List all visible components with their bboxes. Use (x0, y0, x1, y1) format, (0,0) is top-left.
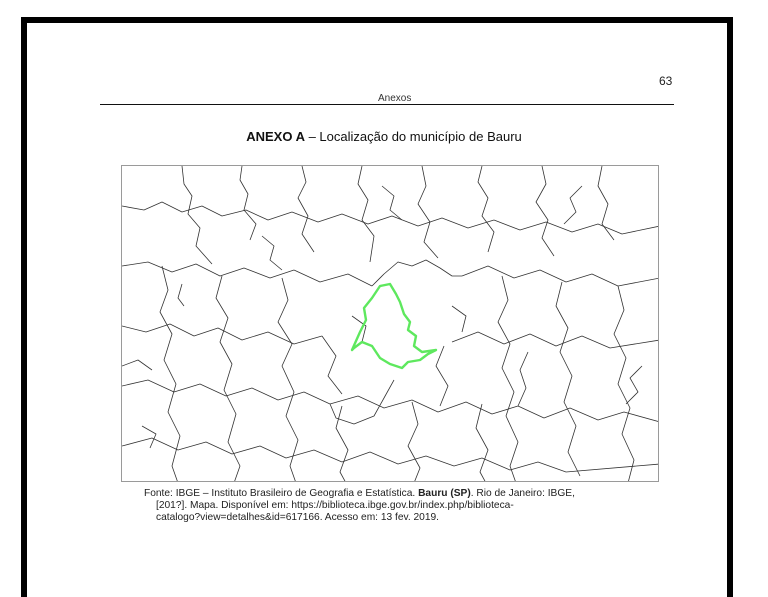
bauru-boundary (352, 284, 436, 368)
annex-title (0, 129, 768, 144)
municipality-map (121, 165, 659, 482)
caption-source: Fonte: IBGE – Instituto Brasileiro de Geografia e Estatística. (144, 488, 419, 499)
annex-title-text: – Localização do município de Bauru (304, 129, 522, 144)
figure-caption (144, 488, 664, 524)
header-rule (100, 104, 674, 105)
running-header: Anexos (378, 93, 412, 104)
map-svg (122, 166, 659, 482)
caption-map-title: Bauru (SP) (418, 488, 471, 499)
caption-publisher: . Rio de Janeiro: IBGE, (470, 488, 575, 499)
municipal-boundaries (122, 166, 659, 482)
annex-title-label: ANEXO A (246, 129, 305, 144)
caption-availability: [201?]. Mapa. Disponível em: https://biblioteca.ibge.gov.br/index.php/biblioteca- (156, 500, 514, 511)
caption-access: catalogo?view=detalhes&id=617166. Acesso em: 13 fev. 2019. (156, 512, 439, 523)
page-number: 63 (659, 74, 673, 88)
